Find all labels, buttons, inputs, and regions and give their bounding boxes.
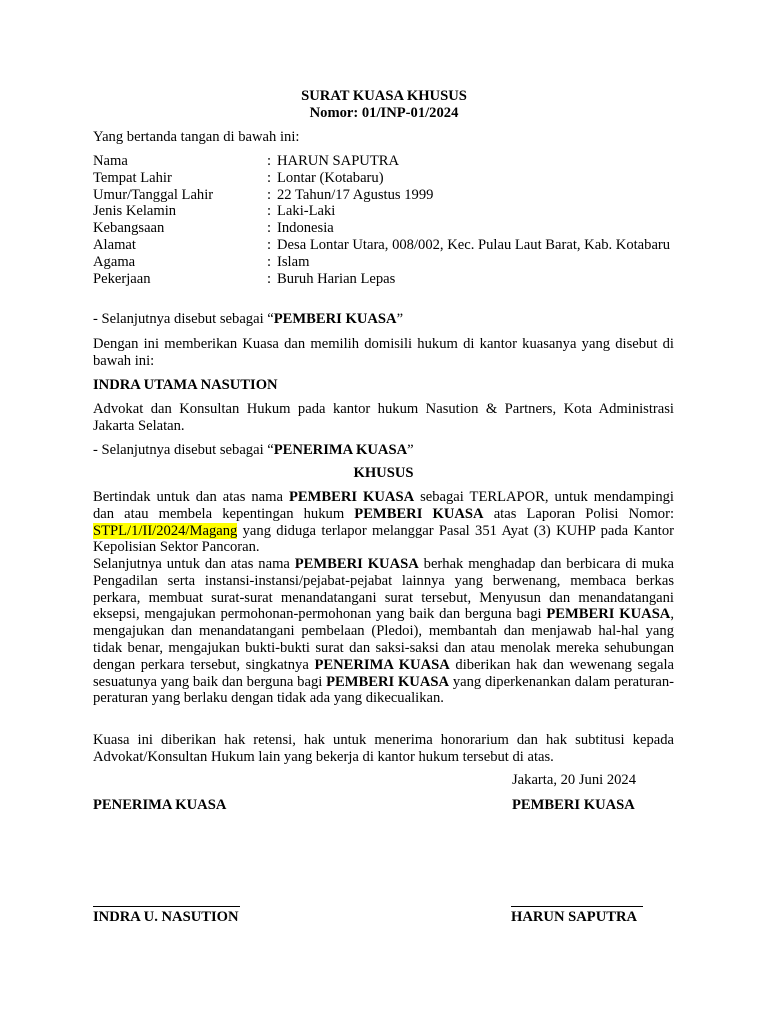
giver-signature-line: [511, 906, 643, 907]
para-bold: PENERIMA KUASA: [314, 656, 450, 673]
identity-label: Nama: [93, 153, 128, 169]
identity-colon: :: [267, 186, 272, 203]
identity-colon: :: [267, 203, 272, 220]
identity-label: Agama: [93, 253, 136, 270]
identity-row: [93, 220, 674, 237]
alias-suffix: ”: [407, 442, 414, 458]
intro-text: Yang bertanda tangan di bawah ini:: [93, 129, 300, 145]
identity-colon: :: [267, 270, 272, 287]
para-text: yang diduga terlapor melanggar Pasal 351 Ayat (3) KUHP pada Kantor Kepolisian Sektor Pancoran.: [93, 522, 674, 556]
delegation-text: Dengan ini memberikan Kuasa dan memilih domisili hukum di kantor kuasanya yang disebut di bawah ini:: [93, 336, 674, 369]
identity-value: Indonesia: [277, 220, 334, 237]
para-text: yang diperkenankan dalam peraturan-peraturan yang berlaku dengan tidak ada yang dikecualikan.: [93, 673, 675, 707]
identity-label: Pekerjaan: [93, 270, 151, 287]
alias-prefix: - Selanjutnya disebut sebagai “: [93, 311, 274, 327]
identity-row: [93, 271, 674, 288]
identity-value: HARUN SAPUTRA: [277, 153, 400, 169]
identity-row: [93, 170, 674, 187]
identity-row: [93, 153, 674, 170]
receiver-description: Advokat dan Konsultan Hukum pada kantor hukum Nasution & Partners, Kota Administrasi Jakarta Selatan.: [93, 401, 674, 434]
giver-alias-name: PEMBERI KUASA: [273, 311, 397, 327]
report-number-highlight: STPL/1/II/2024/Magang: [93, 522, 238, 539]
giver-alias-line: [93, 311, 674, 328]
identity-row: [93, 203, 674, 220]
identity-label: Tempat Lahir: [93, 169, 172, 186]
identity-colon: :: [267, 253, 272, 270]
receiver-alias-name: PENERIMA KUASA: [273, 442, 408, 458]
para-text: atas Laporan Polisi Nomor:: [483, 505, 675, 522]
identity-label: Jenis Kelamin: [93, 203, 177, 220]
identity-row: [93, 237, 674, 254]
para-bold: PEMBERI KUASA: [326, 673, 450, 690]
para-text: Bertindak untuk dan atas nama: [93, 489, 289, 505]
alias-prefix: - Selanjutnya disebut sebagai “: [93, 442, 274, 458]
place-date: Jakarta, 20 Juni 2024: [512, 772, 637, 788]
receiver-signature-line: [93, 906, 240, 907]
para-bold: PEMBERI KUASA: [354, 505, 484, 522]
giver-identity: [93, 153, 674, 287]
identity-value: Islam: [277, 253, 310, 270]
identity-value: 22 Tahun/17 Agustus 1999: [277, 186, 434, 203]
para-text: , mengajukan dan menandatangani pembelaan (Pledoi), membantah dan menjawab hal-hal yang tidak benar, mengajukan bukti-bukti surat dan saksi-saksi dan atau menolak mereka sehubungan dengan perkara tersebut, singkatnya: [93, 606, 675, 673]
paragraph-powers: [93, 556, 674, 707]
para-bold: PEMBERI KUASA: [288, 489, 415, 505]
identity-value: Laki-Laki: [277, 203, 336, 220]
identity-label: Alamat: [93, 236, 136, 253]
para-text: Selanjutnya untuk dan atas nama: [93, 556, 295, 572]
identity-value: Buruh Harian Lepas: [277, 270, 396, 287]
receiver-signature-name: INDRA U. NASUTION: [93, 909, 239, 925]
alias-suffix: ”: [396, 311, 404, 327]
receiver-role-label: PENERIMA KUASA: [93, 797, 227, 813]
giver-signature-name: HARUN SAPUTRA: [511, 909, 638, 925]
para-bold: PEMBERI KUASA: [546, 606, 671, 623]
identity-colon: :: [267, 220, 272, 237]
paragraph-retention: Kuasa ini diberikan hak retensi, hak untuk menerima honorarium dan hak subtitusi kepada Advokat/Konsultan Hukum lain yang bekerja di kantor hukum tersebut di atas.: [93, 732, 674, 765]
paragraph-mandate: [93, 489, 674, 556]
identity-table: [93, 153, 674, 287]
identity-value: Lontar (Kotabaru): [277, 169, 384, 186]
document-title: SURAT KUASA KHUSUS: [301, 88, 467, 104]
identity-label: Umur/Tanggal Lahir: [93, 186, 214, 203]
identity-label: Kebangsaan: [93, 220, 165, 237]
identity-colon: :: [267, 236, 272, 253]
identity-colon: :: [267, 153, 272, 169]
para-text: diberikan hak dan wewenang segala sesuatunya yang baik dan berguna bagi: [93, 656, 674, 690]
identity-row: [93, 187, 674, 204]
para-bold: PEMBERI KUASA: [294, 556, 419, 572]
document-number: Nomor: 01/INP-01/2024: [309, 105, 459, 121]
receiver-name: INDRA UTAMA NASUTION: [93, 377, 278, 393]
giver-role-label: PEMBERI KUASA: [512, 797, 635, 813]
receiver-alias-line: [93, 442, 674, 459]
para-text: sebagai TERLAPOR, untuk mendampingi dan atau membela kepentingan hukum: [93, 489, 674, 522]
para-text: berhak menghadap dan berbicara di muka Pengadilan serta instansi-instansi/pejabat-pejabat lainnya yang berwenang, membaca berkas perkara, membuat surat-surat menandatangani surat tersebut, Menyusun dan menandatangani eksepsi, mengajukan permohonan-permohonan yang baik dan berguna bagi: [93, 556, 674, 623]
identity-row: [93, 254, 674, 271]
identity-value: Desa Lontar Utara, 008/002, Kec. Pulau Laut Barat, Kab. Kotabaru: [277, 236, 671, 253]
identity-colon: :: [267, 169, 272, 186]
section-title: KHUSUS: [353, 465, 414, 481]
